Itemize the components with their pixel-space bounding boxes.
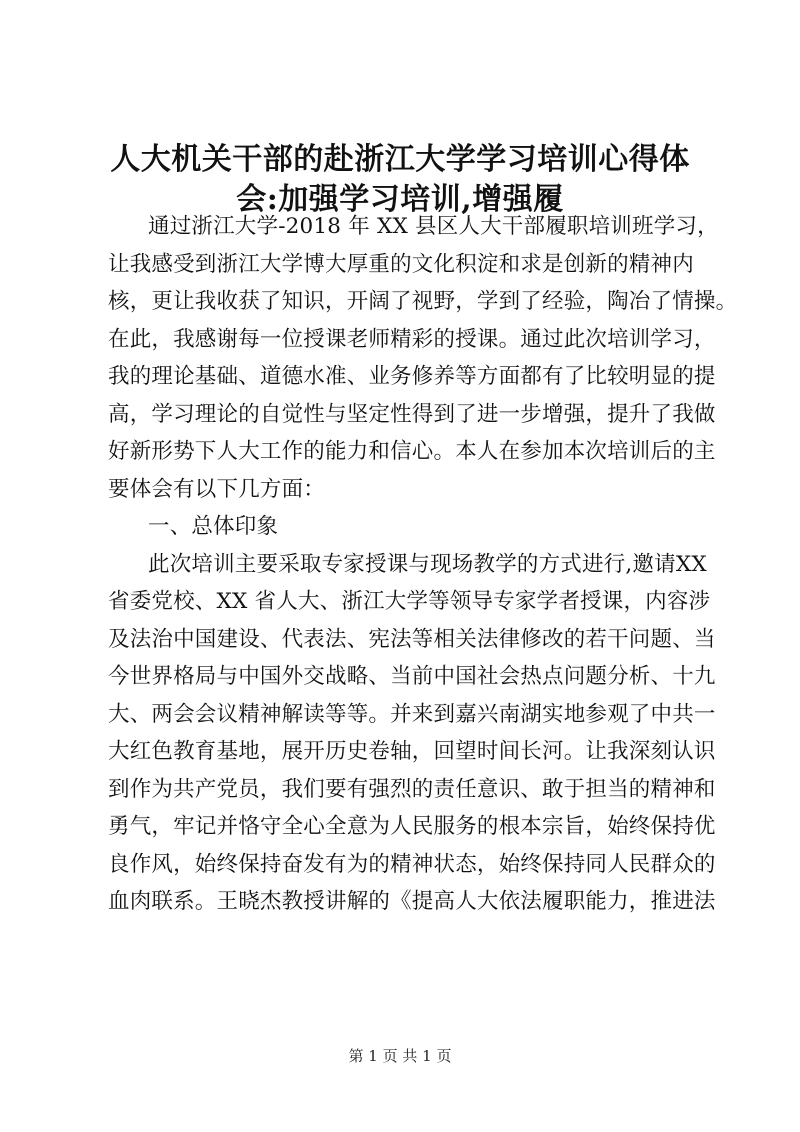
title-line-1: 人大机关干部的赴浙江大学学习培训心得体 — [110, 142, 690, 177]
body-line: 今世界格局与中国外交战略、当前中国社会热点问题分析、十九 — [108, 664, 716, 689]
body-line: 血肉联系。王晓杰教授讲解的《提高人大依法履职能力，推进法 — [108, 889, 716, 914]
body-line: 好新形势下人大工作的能力和信心。本人在参加本次培训后的主 — [108, 439, 716, 464]
body-line: 大、两会会议精神解读等等。并来到嘉兴南湖实地参观了中共一 — [108, 701, 716, 727]
body-line: 高，学习理论的自觉性与坚定性得到了进一步增强，提升了我做 — [108, 401, 716, 427]
body-line: 通过浙江大学-2018 年 XX 县区人大干部履职培训班学习， — [148, 214, 719, 239]
body-line: 勇气，牢记并恪守全心全意为人民服务的根本宗旨，始终保持优 — [108, 814, 716, 839]
document-body — [108, 208, 738, 921]
body-line: 省委党校、XX 省人大、浙江大学等领导专家学者授课，内容涉 — [108, 589, 711, 614]
body-line: 及法治中国建设、代表法、宪法等相关法律修改的若干问题、当 — [108, 626, 716, 652]
body-line: 在此，我感谢每一位授课老师精彩的授课。通过此次培训学习， — [108, 326, 716, 352]
page-footer: 第 1 页 共 1 页 — [348, 1047, 452, 1065]
body-line: 大红色教育基地，展开历史卷轴，回望时间长河。让我深刻认识 — [108, 739, 716, 764]
body-line: 让我感受到浙江大学博大厚重的文化积淀和求是创新的精神内 — [108, 251, 694, 277]
body-line: 我的理论基础、道德水准、业务修养等方面都有了比较明显的提 — [108, 364, 716, 389]
body-line: 良作风，始终保持奋发有为的精神状态，始终保持同人民群众的 — [108, 851, 716, 877]
body-line: 要体会有以下几方面： — [108, 476, 326, 502]
body-line: 核，更让我收获了知识，开阔了视野，学到了经验，陶冶了情操。 — [108, 289, 738, 314]
body-line: 此次培训主要采取专家授课与现场教学的方式进行,邀请XX — [148, 551, 707, 577]
body-line: 一、总体印象 — [148, 514, 279, 539]
body-line: 到作为共产党员，我们要有强烈的责任意识、敢于担当的精神和 — [108, 776, 716, 802]
title-line-2: 会:加强学习培训,增强履 — [236, 182, 564, 217]
